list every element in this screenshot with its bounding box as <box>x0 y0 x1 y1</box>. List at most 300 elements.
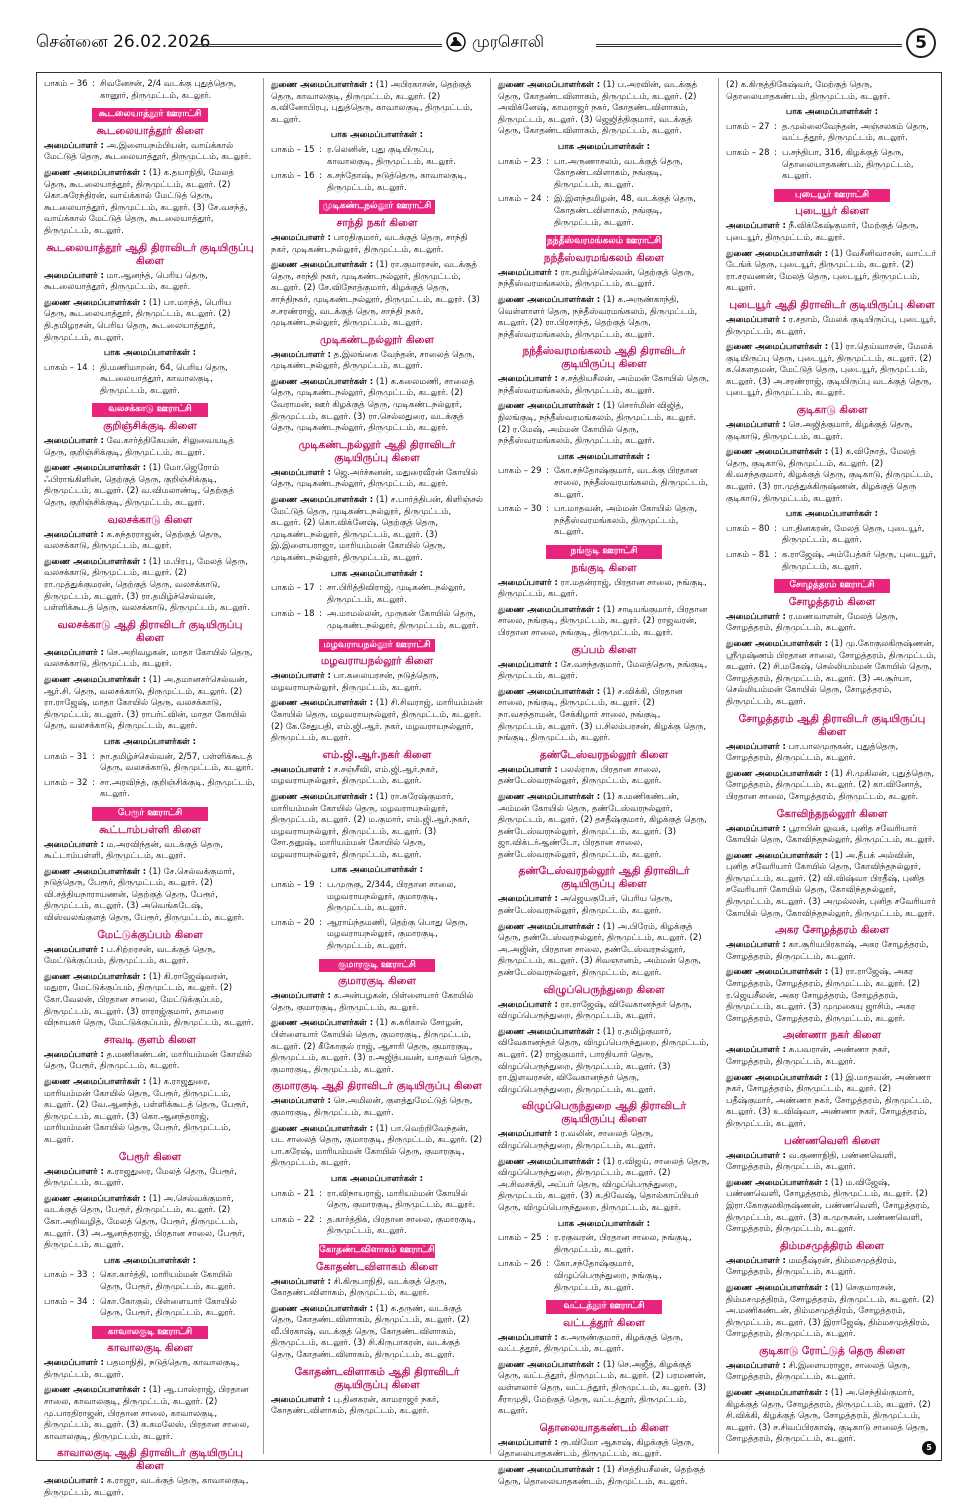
organizer-entry <box>726 824 938 847</box>
organizer-details: (1) ம.பிரபு, மேலத் தெரு, வலசக்காடு, திருமுட்டம், கடலூர். (2) ரா.முத்துக்குமரன், தெற்குத் தெரு, வலசக்காடு, திருமுட்டம், கடலூர். (3) ரா.தமிழ்ச்செல்வன், பள்ளிக்கூடத் தெரு, வலசக்காடு, திருமுட்டம், கடலூர். <box>44 556 250 614</box>
issue-date: சென்னை 26.02.2026 <box>36 32 211 52</box>
role-label: துணை அமைப்பாளர்கள் : <box>726 1282 829 1293</box>
booth-organizer-details: நா.தமிழ்ச்செல்வன், 2/57, பள்ளிக்கூடத் தெரு, வலசக்காடு, திருமுட்டம், கடலூர். <box>100 751 254 774</box>
panchayat-heading: வட்டத்தூர் ஊராட்சி <box>546 1300 662 1314</box>
role-label: அமைப்பாளர் : <box>726 1045 786 1056</box>
booth-organizers-heading: பாக அமைப்பாளர்கள் : <box>785 107 879 118</box>
separator: : <box>546 1233 549 1244</box>
organizer-entry <box>271 698 483 744</box>
booth-organizer-details: க.ராஜேஷ், அம்பேத்கர் தெரு, புடையூர், திருமுட்டம், கடலூர். <box>782 550 936 572</box>
column-divider <box>718 78 719 1454</box>
booth-organizer-details: ப.சந்திபா, 316, கிழக்குத் தெரு, தொலையாதகண்டம், திருமுட்டம், கடலூர். <box>782 147 914 182</box>
organizer-entry <box>726 342 938 400</box>
separator: : <box>774 147 777 158</box>
organizer-details: ரூ.விமோ ஆகாஷ், கிழக்குத் தெரு, தொலையாதகண்டம், திருமுட்டம், கடலூர். <box>498 1437 695 1460</box>
booth-number: பாகம் – 15 <box>271 144 315 155</box>
organizer-entry <box>726 315 938 338</box>
organizer-entry <box>44 867 256 925</box>
organizer-details: ஜெ.அர்ச்சுனன், மதுரைவீரன் கோயில் தெரு, முடிகண்டநல்லூர், திருமுட்டம், கடலூர். <box>271 467 478 490</box>
role-label: துணை அமைப்பாளர்கள் : <box>44 556 147 567</box>
role-label: துணை அமைப்பாளர்கள் : <box>498 401 601 412</box>
branch-title: கூட்டாம்பள்ளி கிளை <box>99 823 201 836</box>
separator: : <box>546 194 549 205</box>
organizer-details: (2) க.கிருத்திகேஷ்வர், மேற்குத் தெரு, தொலையாதகண்டம், திருமுட்டம், கடலூர். <box>726 80 891 102</box>
organizer-entry <box>44 1194 256 1252</box>
organizer-details: (1) சிசத்தியசீலன், தெற்குத் தெரு, தொலையாதகண்டம், திருமுட்டம், கடலூர். <box>498 1465 706 1487</box>
role-label: துணை அமைப்பாளர்கள் : <box>726 850 829 861</box>
role-label: துணை அமைப்பாளர்கள் : <box>498 604 601 615</box>
booth-organizer-details: கொ.கோகுல், பிள்ளையார் கோயில் தெரு, பேரூர், திருமுட்டம், கடலூர். <box>100 1296 237 1319</box>
role-label: அமைப்பாளர் : <box>44 1166 104 1177</box>
organizer-details: (1) கி.ராஜேஷ்வரன், மதுரா, மேட்டுக்குப்பம், திருமுட்டம், கடலூர். (2) கோ.வேலன், பிரதான சாலை, மேட்டுக்குப்பம், திருமுட்டம், கடலூர். (3) ராராஜ்குமார், தாமரை விநாயகர் தெரு, மேட்டுக்குப்பம், திருமுட்டம், கடலூர். <box>44 971 254 1029</box>
booth-organizer-details: சா.பிரித்திவிராஜ், முடிகண்டநல்லூர், திருமுட்டம், கடலூர். <box>327 583 466 605</box>
organizer-entry <box>271 765 483 788</box>
branch-title: புடையூர் கிளை <box>795 205 869 218</box>
role-label: துணை அமைப்பாளர்கள் : <box>726 768 829 779</box>
booth-organizers-heading: பாக அமைப்பாளர்கள் : <box>330 1173 424 1184</box>
booth-number: பாகம் – 28 <box>726 147 770 158</box>
separator: : <box>92 79 95 89</box>
role-label: அமைப்பாளர் : <box>271 1394 331 1405</box>
organizer-details: (1) சொர்மின் விஜித், நிலங்குடி, நந்தீஸ்வரமங்கலம், திருமுட்டம், கடலூர். (2) ர.மேஷ், அம்மன் கோயில் தெரு, நந்தீஸ்வரமங்கலம், திருமுட்டம், கடலூர். <box>498 401 697 447</box>
booth-number: பாகம் – 30 <box>498 504 542 515</box>
organizer-entry <box>271 1124 483 1170</box>
branch-title: சாவடி குளம் கிளை <box>103 1033 197 1046</box>
panchayat-heading: கூடலையாத்தூர் ஊராட்சி <box>92 108 208 122</box>
organizer-entry <box>44 1077 256 1147</box>
role-label: அமைப்பாளர் : <box>271 467 331 478</box>
organizer-details: (1) க.அருண்காந்தி, வெள்ளாளர் தெரு, நந்தீஸ்வரமங்கலம், திருமுட்டம், கடலூர். (2) ரா.பிரசாந்த், தெற்குத் தெரு, நந்தீஸ்வரமங்கலம், திருமுட்டம், கடலூர். <box>498 294 698 340</box>
separator: : <box>319 144 322 155</box>
organizer-entry <box>44 557 256 615</box>
role-label: அமைப்பாளர் : <box>271 764 331 775</box>
role-label: அமைப்பாளர் : <box>44 839 104 850</box>
role-label: துணை அமைப்பாளர்கள் : <box>498 921 601 932</box>
branch-title: அண்ணா நகர் கிளை <box>782 1029 882 1042</box>
organizer-entry <box>498 922 710 980</box>
organizer-details: பூராபின் லுவக், புனித சவேரியார் கோயில் தெரு, கோவிந்தநல்லூர், திருமுட்டம், கடலூர். <box>726 823 935 846</box>
booth-entry <box>44 363 256 398</box>
organizer-details: (1) ம.விஜேஷ், பண்ணவெளி, சோழத்தரம், திருமுட்டம், கடலூர். (2) இரா.கோகுலகிருஷ்ணன், பண்ணவெளி, சோழத்தரம், திருமுட்டம், கடலூர். (3) க.முருகன், பண்ணவெளி, சோழத்தரம், திருமுட்டம், கடலூர். <box>726 1177 930 1235</box>
separator: : <box>92 1270 95 1281</box>
role-label: அமைப்பாளர் : <box>44 140 104 151</box>
organizer-details: ரா.தமிழ்ச்செல்வன், தெற்குத் தெரு, நந்தீஸ்வரமங்கலம், திருமுட்டம், கடலூர். <box>498 267 695 290</box>
branch-title: மேட்டுக்குப்பம் கிளை <box>97 928 203 941</box>
role-label: அமைப்பாளர் : <box>726 741 786 752</box>
organizer-details: பலல்ராசு, பிரதான சாலை, தண்டேஸ்வரநல்லூர், திருமுட்டம், கடலூர். <box>498 764 662 787</box>
booth-number: பாகம் – 24 <box>498 194 542 205</box>
organizer-details: த.இலங்கை வேந்தன், சாலைத் தெரு, முடிகண்டநல்லூர், திருமுட்டம், கடலூர். <box>271 349 475 372</box>
column-3 <box>498 78 710 1487</box>
role-label: துணை அமைப்பாளர்கள் : <box>44 971 147 982</box>
role-label: அமைப்பாளர் : <box>498 999 558 1010</box>
organizer-details: ரா.ராஜேஷ், விவேகானந்தர் தெரு, விழுப்பெருந்துறை, திருமுட்டம், கடலூர். <box>498 999 692 1022</box>
organizer-details: (1) க.மணிகண்டன், அம்மன் கோயில் தெரு, தண்டேஸ்வரநல்லூர், திருமுட்டம், கடலூர். (2) தசதீஷ்குமார், கிழக்குத் தெரு, தண்டேஸ்வரநல்லூர், திருமுட்டம், கடலூர். (3) ஜா.விக்டர்ஆண்டோ, பிரதான சாலை, தண்டேஸ்வரநல்லூர், திருமுட்டம், கடலூர். <box>498 791 707 860</box>
organizer-details: க.ராஜதுரை, மேலத் தெரு, பேரூர், திருமுட்டம், கடலூர். <box>44 1166 237 1189</box>
role-label: துணை அமைப்பாளர்கள் : <box>271 1303 374 1314</box>
organizer-details: அ.இளையநம்பியன், வாய்க்கால் மேட்டுத் தெரு, கூடலையாத்தூர், திருமுட்டம், கடலூர். <box>44 140 252 163</box>
branch-title: முடிகண்டநல்லூர் ஆதி திராவிடர் குடியிருப்பு கிளை <box>298 438 456 464</box>
role-label: துணை அமைப்பாளர்கள் : <box>271 698 374 709</box>
organizer-details: பதமாநிதி, நடுத்தெரு, காவாலகுடி, திருமுட்டம், கடலூர். <box>44 1358 240 1380</box>
role-label: துணை அமைப்பாளர்கள் : <box>271 376 374 387</box>
role-label: துணை அமைப்பாளர்கள் : <box>726 1072 829 1083</box>
branch-title: வட்டத்தூர் கிளை <box>563 1316 645 1329</box>
newspaper-name: முரசொலி <box>472 32 544 51</box>
organizer-details: ர.வலின், சாலைத் தெரு, விழுப்பெருந்துறை, திருமுட்டம், கடலூர். <box>498 1129 656 1151</box>
organizer-entry <box>498 578 710 601</box>
branch-title: கூடலையாத்தூர் கிளை <box>96 124 204 137</box>
booth-number: பாகம் – 33 <box>44 1270 88 1281</box>
separator: : <box>92 1296 95 1307</box>
booth-number: பாகம் – 23 <box>498 156 542 167</box>
organizer-details: வே.கார்த்திகேயன், சிலுவையடித் தெரு, குறிஞ்சிக்குடி, திருமுட்டம், கடலூர். <box>44 436 234 458</box>
separator: : <box>319 583 322 594</box>
organizer-details: (1) பா.மாந்த், பெரிய தெரு, கூடலையாத்தூர், திருமுட்டம், கடலூர். (2) தி.தமிழரசன், பெரிய தெரு, கூடலையாத்தூர், திருமுட்டம், கடலூர். <box>44 297 232 343</box>
organizer-details: அஜெயகுபேர், பெரிய தெரு, தண்டேஸ்வரநல்லூர், திருமுட்டம், கடலூர். <box>498 894 673 917</box>
booth-entry <box>726 550 938 573</box>
booth-organizers-heading: பாக அமைப்பாளர்கள் : <box>330 130 424 141</box>
booth-number: பாகம் – 27 <box>726 121 770 132</box>
role-label: அமைப்பாளர் : <box>498 577 558 588</box>
organizer-entry <box>271 1018 483 1076</box>
booth-organizer-details: ரா.விநாயராஜ், மாரியம்மன் கோயில் தெரு, குமாரகுடி, திருமுட்டம், கடலூர். <box>327 1188 476 1211</box>
role-label: அமைப்பாளர் : <box>726 611 786 622</box>
role-label: அமைப்பாளர் : <box>44 270 104 281</box>
branch-title: முடிகண்டநல்லூர் கிளை <box>320 333 434 346</box>
organizer-entry <box>726 1151 938 1174</box>
booth-organizer-details: பா.அருணாசலம், வடக்குத் தெரு, கோதண்டவிளாகம், நங்குடி, திருமுட்டம், கடலூர். <box>554 156 683 190</box>
role-label: அமைப்பாளர் : <box>271 349 331 360</box>
organizer-entry <box>498 1333 710 1356</box>
booth-organizer-details: கோ.சந்தோஷ்குமார், வடக்கு பிரதான சாலை, நந்தீஸ்வரமங்கலம், திருமுட்டம், கடலூர். <box>554 466 709 500</box>
booth-number: பாகம் – 14 <box>44 362 88 373</box>
branch-title: அகர சோழத்தரம் கிளை <box>775 924 889 937</box>
organizer-entry <box>498 1465 710 1488</box>
booth-entry <box>498 157 710 192</box>
branch-title: குறிஞ்சிக்குடி கிளை <box>103 420 197 433</box>
organizer-details: நீ.விக்கேஷ்குமார், மேற்குத் தெரு, புடையூர், திருமுட்டம், கடலூர். <box>726 221 919 243</box>
booth-number: பாகம் – 80 <box>726 523 770 534</box>
organizer-details: (1) ர.விஜய், சாலைத் தெரு, விழுப்பெருந்துறை, திருமுட்டம், கடலூர். (2) அ.சிவசக்தி, அப்பர் தெரு, விழுப்பெருந்துறை, திருமுட்டம், கடலூர். (3) க.திவேஷ், தொல்காப்பியர் தெரு, விழுப்பெருந்துறை, திருமுட்டம், கடலூர். <box>498 1156 710 1213</box>
organizer-details: (1) அ.செல்வக்குமார், வடக்குத் தெரு, பேரூர், திருமுட்டம், கடலூர். (2) கோ.அறிவழித், மேலத் தெரு, பேரூர், திருமுட்டம், கடலூர். (3) அ.ஆனந்தராஜ், பிரதான சாலை, பேரூர், திருமுட்டம், கடலூர். <box>44 1193 245 1251</box>
booth-number: பாகம் – 34 <box>44 1296 88 1307</box>
branch-title: புடையூர் ஆதி திராவிடர் குடியிருப்பு கிளை <box>729 298 935 311</box>
organizer-details: (1) செகுமாரசன், திம்மசமுத்திரம், சோழத்தரம், திருமுட்டம், கடலூர். (2) அ.மணிகண்டன், திம்மசமுத்திரம், சோழத்தரம், திருமுட்டம், கடலூர். (3) இராஜேஷ், திம்மசமுத்திரம், சோழத்தரம், திருமுட்டம், கடலூர். <box>726 1282 935 1340</box>
booth-entry <box>726 122 938 145</box>
organizer-entry <box>44 436 256 459</box>
organizer-entry <box>44 1476 256 1499</box>
organizer-details: (1) அ.தமானசர்செல்வன், ஆர்.சி. தெரு, வலசக்காடு, திருமுட்டம், கடலூர். (2) ரா.ராஜேஷ், மாதா கோயில் தெரு, வலசக்காடு, திருமுட்டம், கடலூர். (3) ராபர்ட்வின், மாதா கோயில் தெரு, வலசக்காடு, திருமுட்டம், கடலூர். <box>44 674 248 732</box>
booth-entry <box>44 79 256 102</box>
booth-organizers-heading: பாக அமைப்பாளர்கள் : <box>557 1218 651 1229</box>
organizer-details: ச.சத்தியசீலன், அம்மன் கோயில் தெரு, நந்தீஸ்வரமங்கலம், திருமுட்டம், கடலூர். <box>498 374 710 396</box>
booth-organizer-details: பா.தினகரன், மேலத் தெரு, புடையூர், திருமுட்டம், கடலூர். <box>782 523 925 546</box>
panchayat-heading: காவாலகுடி ஊராட்சி <box>92 1326 208 1340</box>
role-label: அமைப்பாளர் : <box>726 823 786 834</box>
organizer-entry <box>726 1073 938 1131</box>
header-rule-right <box>596 44 902 47</box>
role-label: அமைப்பாளர் : <box>44 1049 104 1060</box>
branch-title: நந்தீஸ்வரமங்கலம் ஆதி திராவிடர் குடியிருப்பு கிளை <box>522 345 686 371</box>
booth-entry <box>271 583 483 606</box>
branch-title: நந்தீஸ்வரமங்கலம் கிளை <box>543 251 665 264</box>
branch-title: கோவிந்தநல்லூர் கிளை <box>776 807 888 820</box>
booth-entry <box>44 752 256 775</box>
role-label: அமைப்பாளர் : <box>271 1276 331 1287</box>
separator: : <box>319 1188 322 1199</box>
organizer-details: ப.சிற்றரசன், வடக்குத் தெரு, மேட்டுக்குப்பம், திருமுட்டம், கடலூர். <box>44 944 216 967</box>
panchayat-heading: குமாரகுடி ஊராட்சி <box>319 959 435 973</box>
booth-organizers-heading: பாக அமைப்பாளர்கள் : <box>103 736 197 747</box>
role-label: அமைப்பாளர் : <box>498 1437 558 1448</box>
branch-title: வலசக்காடு ஆதி திராவிடர் குடியிருப்பு கிளை <box>57 618 243 644</box>
role-label: துணை அமைப்பாளர்கள் : <box>271 791 374 802</box>
booth-entry <box>271 171 483 194</box>
branch-title: சோழத்தரம் ஆதி திராவிடர் குடியிருப்பு கிளை <box>738 712 926 738</box>
branch-title: சாந்தி நகர் கிளை <box>336 216 418 229</box>
panchayat-heading: சோழத்தரம் ஊராட்சி <box>774 579 890 593</box>
organizer-details: (1) ஆ.பாஸ்ராஜ், பிரதான சாலை, காவாலகுடி, திருமுட்டம், கடலூர். (2) மு.பாரதிராஜன், பிரதான சாலை, காவாலகுடி, திருமுட்டம், கடலூர். (3) க.கமலேஸ், பிரதான சாலை, காவாலகுடி, திருமுட்டம், கடலூர். <box>44 1385 250 1442</box>
panchayat-heading: பேரூர் ஊராட்சி <box>92 807 208 821</box>
separator: : <box>546 1259 549 1270</box>
role-label: துணை அமைப்பாளர்கள் : <box>726 248 829 259</box>
role-label: அமைப்பாளர் : <box>44 944 104 955</box>
organizer-details: சே.வசந்தகுமார், மேலத்தெரு, நங்குடி, திருமுட்டம், கடலூர். <box>498 659 708 682</box>
booth-organizer-details: ர.ரகுவரன், பிரதான சாலை, நங்குடி, திருமுட்டம், கடலூர். <box>554 1233 692 1255</box>
organizer-entry <box>44 675 256 733</box>
organizer-entry <box>271 495 483 565</box>
organizer-details: (1) சி.சிவராஜ், மாரியம்மன் கோயில் தெரு, மழவராயநல்லூர், திருமுட்டம், கடலூர். (2) கே.சேதுபதி, எம்.ஜி.ஆர். நகர், மழவராயநல்லூர், திருமுட்டம், கடலூர். <box>271 698 483 744</box>
organizer-details: (1) சி.முகிலன், புதுத்தெரு, சோழத்தரம், திருமுட்டம், கடலூர். (2) கா.வினோத், பிரதான சாலை, சோழத்தரம், திருமுட்டம், கடலூர். <box>726 768 935 802</box>
role-label: துணை அமைப்பாளர்கள் : <box>271 1123 374 1134</box>
booth-organizer-details: அ.மாமல்லன், முருகன் கோயில் தெரு, முடிகண்டநல்லூர், திருமுட்டம், கடலூர். <box>327 609 479 631</box>
organizer-details: ம.அரவிந்தன், வடக்குத் தெரு, கூட்டாம்பள்ளி, திருமுட்டம், கடலூர். <box>44 839 224 862</box>
booth-number: பாகம் – 32 <box>44 777 88 788</box>
role-label: அமைப்பாளர் : <box>498 1332 558 1343</box>
organizer-details: (1) சாடியங்குமார், பிரதான சாலை, நங்குடி, திருமுட்டம், கடலூர். (2) ராஜவரன், பிரதான சாலை, நங்குடி, திருமுட்டம், கடலூர். <box>498 604 708 638</box>
role-label: அமைப்பாளர் : <box>498 894 558 905</box>
organizer-entry <box>44 945 256 968</box>
organizer-details: த.மணிகண்டன், மாரியம்மன் கோயில் தெரு, பேரூர், திருமுட்டம், கடலூர். <box>44 1049 252 1072</box>
organizer-entry <box>498 792 710 862</box>
booth-organizers-heading: பாக அமைப்பாளர்கள் : <box>330 568 424 579</box>
role-label: துணை அமைப்பாளர்கள் : <box>498 80 601 90</box>
role-label: துணை அமைப்பாளர்கள் : <box>44 1385 147 1396</box>
organizer-entry <box>44 1385 256 1443</box>
organizer-entry <box>726 249 938 295</box>
role-label: துணை அமைப்பாளர்கள் : <box>271 495 374 506</box>
rising-sun-logo-icon <box>446 30 466 54</box>
role-label: துணை அமைப்பாளர்கள் : <box>271 80 374 90</box>
booth-entry <box>498 194 710 229</box>
panchayat-heading: நங்குடி ஊராட்சி <box>546 545 662 559</box>
organizer-entry <box>44 1358 256 1381</box>
branch-title: குப்பம் கிளை <box>571 643 637 656</box>
role-label: அமைப்பாளர் : <box>44 436 104 447</box>
booth-number: பாகம் – 29 <box>498 466 542 477</box>
column-1 <box>44 78 256 1499</box>
panchayat-heading: மழவராயநல்லூர் ஊராட்சி <box>319 639 435 653</box>
separator: : <box>92 751 95 762</box>
booth-number: பாகம் – 36 <box>44 79 88 89</box>
booth-organizers-heading: பாக அமைப்பாளர்கள் : <box>103 348 197 359</box>
organizer-details: க.அருண்குமார், கிழக்குத் தெரு, வட்டத்தூர், திருமுட்டம், கடலூர். <box>498 1332 684 1355</box>
organizer-details: ர.மணவாளன், மேலத் தெரு, சோழத்தரம், திருமுட்டம், கடலூர். <box>726 611 899 634</box>
role-label: அமைப்பாளர் : <box>726 1255 786 1266</box>
booth-number: பாகம் – 18 <box>271 609 315 620</box>
role-label: துணை அமைப்பாளர்கள் : <box>726 638 829 649</box>
organizer-entry <box>498 687 710 745</box>
branch-title: சோழத்தரம் கிளை <box>788 595 876 608</box>
branch-title: குடிகாடு கிளை <box>796 404 868 417</box>
booth-organizer-details: த.கார்த்திக், பிரதான சாலை, குமாரகுடி, திருமுட்டம், கடலூர். <box>327 1214 476 1237</box>
organizer-entry <box>44 972 256 1030</box>
role-label: அமைப்பாளர் : <box>498 267 558 278</box>
role-label: அமைப்பாளர் : <box>726 420 786 431</box>
booth-entry <box>726 148 938 183</box>
organizer-entry <box>726 221 938 244</box>
role-label: துணை அமைப்பாளர்கள் : <box>498 1465 601 1476</box>
organizer-entry <box>498 765 710 788</box>
organizer-entry <box>498 1000 710 1023</box>
role-label: அமைப்பாளர் : <box>271 671 331 682</box>
role-label: துணை அமைப்பாளர்கள் : <box>44 167 147 178</box>
organizer-details: (1) க.தயாநிதி, மேலத் தெரு, கூடலையாத்தூர், திருமுட்டம், கடலூர். (2) கொ.சுரேந்திரன், வாய்க்கால் மேட்டுத் தெரு, கூடலையாத்தூர், திருமுட்டம், கடலூர். (3) சே.வசந்த், வாய்க்கால் மேட்டுத் தெரு, கூடலையாத்தூர், திருமுட்டம், கடலூர். <box>44 167 248 236</box>
organizer-entry <box>44 1167 256 1190</box>
organizer-details: (1) ரா.ராஜேஷ், அகர சோழத்தரம், சோழத்தரம், திருமுட்டம், கடலூர். (2) ர.ஜெயசீலன், அகர சோழத்தரம், சோழத்தரம், திருமுட்டம், கடலூர். (3) முமுகையு ஜாசிம், அகர சோழத்தரம், சோழத்தரம், திருமுட்டம், கடலூர். <box>726 967 921 1024</box>
role-label: துணை அமைப்பாளர்கள் : <box>498 1026 601 1037</box>
organizer-details: (1) அ.தீபக் அல்வின், புனித சவேரியார் கோயில் தெரு, கோவிந்தநல்லூர், திருமுட்டம், கடலூர். (2) வி.விஷ்வா பிரதீஷ், புனித சவேரியார் கோயில் தெரு, கோவிந்தநல்லூர், திருமுட்டம், கடலூர். (3) அமுல்லன், புனித சவேரியார் கோயில் தெரு, கோவிந்தநல்லூர், திருமுட்டம், கடலூர். <box>726 850 936 919</box>
booth-organizer-details: கொ.கார்த்தி, மாரியம்மன் கோயில் தெரு, பேரூர், திருமுட்டம், கடலூர். <box>100 1270 236 1292</box>
footer-page-number: 5 <box>922 1441 936 1455</box>
role-label: அமைப்பாளர் : <box>726 1360 786 1371</box>
panchayat-heading: புடையூர் ஊராட்சி <box>774 189 890 203</box>
organizer-entry <box>44 168 256 238</box>
organizer-entry <box>44 648 256 671</box>
role-label: அமைப்பாளர் : <box>726 1150 786 1161</box>
organizer-entry <box>498 268 710 291</box>
organizer-entry <box>44 141 256 164</box>
organizer-entry <box>271 671 483 694</box>
role-label: அமைப்பாளர் : <box>726 940 786 951</box>
organizer-entry <box>271 468 483 491</box>
organizer-details: (1) ரா.சுரேஷ்குமார், மாரியம்மன் கோயில் தெரு, மழவராயநல்லூர், திருமுட்டம், கடலூர். (2) ம.குமார், எம்.ஜி.ஆர்.நகர், மழவராயநல்லூர், திருமுட்டம், கடலூர். (3) சோ.தனுஷ், மாரியம்மன் கோயில் தெரு, மழவராயநல்லூர், திருமுட்டம், கடலூர். <box>271 791 470 860</box>
branch-title: தொலையாதகண்டம் கிளை <box>539 1421 669 1434</box>
organizer-details: (1) ச.பார்த்திபன், கிளிஞ்சல் மேட்டுத் தெரு, முடிகண்டநல்லூர், திருமுட்டம், கடலூர். (2) கொ.விக்னேஷ், தெற்குத் தெரு, முடிகண்டநல்லூர், திருமுட்டம், கடலூர். (3) இ.இளையராஜா, மாரியம்மன் கோயில் தெரு, முடிகண்டநல்லூர், திருமுட்டம், கடலூர். <box>271 495 483 563</box>
booth-number: பாகம் – 17 <box>271 583 315 594</box>
separator: : <box>546 466 549 477</box>
role-label: துணை அமைப்பாளர்கள் : <box>44 1193 147 1204</box>
organizer-details: ரா.மதன்ராஜ், பிரதான சாலை, நங்குடி, திருமுட்டம், கடலூர். <box>498 577 707 600</box>
organizer-entry <box>726 851 938 921</box>
organizer-details: பா.கலையரசன், நடுத்தெரு, மழவராயநல்லூர், திருமுட்டம், கடலூர். <box>271 671 439 693</box>
organizer-entry <box>271 260 483 330</box>
separator: : <box>774 121 777 132</box>
booth-number: பாகம் – 16 <box>271 171 315 182</box>
organizer-details: செ.அறிவழகன், மாதா கோயில் தெரு, வலசக்காடு, திருமுட்டம், கடலூர். <box>44 647 253 670</box>
branch-title: பண்ணவெளி கிளை <box>783 1134 881 1147</box>
organizer-entry <box>726 447 938 505</box>
organizer-entry <box>44 840 256 863</box>
booth-organizers-heading: பாக அமைப்பாளர்கள் : <box>785 509 879 520</box>
separator: : <box>92 362 95 373</box>
booth-entry <box>498 504 710 539</box>
branch-title: விழுப்பெருந்துறை கிளை <box>543 983 665 996</box>
role-label: துணை அமைப்பாளர்கள் : <box>44 674 147 685</box>
organizer-entry <box>726 1388 938 1446</box>
role-label: அமைப்பாளர் : <box>44 647 104 658</box>
organizer-details: (1) ரா.குமாரசன், வடக்குத் தெரு, சாந்தி நகர், முடிகண்டநல்லூர், திருமுட்டம், கடலூர். (2) சே.விநோத்குமார், கிழக்குத் தெரு, சாந்திநகர், முடிகண்டநல்லூர், திருமுட்டம், கடலூர். (3) ச.சரண்ராஜ், வடக்குத் தெரு, சாந்தி நகர், முடிகண்டநல்லூர், திருமுட்டம், கடலூர். <box>271 260 480 329</box>
organizer-details: (1) மோ.ஜெரோம் ஃபிராங்கிளின், தெற்குத் தெரு, குறிஞ்சிக்குடி, திருமுட்டம், கடலூர். (2) வ.விமலாண்டி, தெற்குத் தெரு, குறிஞ்சிக்குடி, திருமுட்டம், கடலூர். <box>44 463 235 509</box>
booth-number: பாகம் – 26 <box>498 1259 542 1270</box>
booth-number: பாகம் – 21 <box>271 1188 315 1199</box>
role-label: துணை அமைப்பாளர்கள் : <box>498 1156 601 1167</box>
organizer-entry <box>271 1395 483 1418</box>
organizer-details: க.அன்பழகன், பிள்ளையார் கோயில் தெரு, குமாரகுடி, திருமுட்டம், கடலூர். <box>271 991 474 1013</box>
organizer-details: சி.கிருபாநிதி, வடக்குத் தெரு, கோதண்டவிளாகம், திருமுட்டம், கடலூர். <box>271 1276 447 1299</box>
role-label: துணை அமைப்பாளர்கள் : <box>726 967 829 978</box>
organizer-details: பு.தினகரன், காமராஜர் நகர், கோதண்டவிளாகம், திருமுட்டம், கடலூர். <box>271 1394 440 1417</box>
separator: : <box>546 504 549 515</box>
organizer-entry <box>498 374 710 397</box>
organizer-entry <box>726 1361 938 1384</box>
page-header <box>36 30 936 62</box>
separator: : <box>319 171 322 182</box>
organizer-details: (1) க.விநோத், மேலத் தெரு, குடிகாடு, திருமுட்டம், கடலூர். (2) கி.வசந்தகுமார், கிழக்குத் தெரு, குடிகாடு, திருமுட்டம், கடலூர். (3) ரா.முத்துக்கிருஷ்ணன், கிழக்குத் தெரு குடிகாடு, திருமுட்டம், கடலூர். <box>726 447 934 504</box>
role-label: துணை அமைப்பாளர்கள் : <box>271 260 374 271</box>
booth-organizer-details: ர.லெனின், புது குடியிருப்பு, காவாலகுடி, திருமுட்டம், கடலூர். <box>327 144 456 167</box>
organizer-details: (1) செ.அஜீத், கிழக்குத் தெரு, வட்டத்தூர், திருமுட்டம், கடலூர். (2) பரமணன், வள்ளலார் தெரு, வட்டத்தூர், திருமுட்டம், கடலூர். (3) சீராமுதி, மேற்குத் தெரு, வட்டத்தூர், திருமுட்டம், கடலூர். <box>498 1359 707 1417</box>
organizer-entry <box>498 80 710 138</box>
booth-entry <box>498 1233 710 1256</box>
organizer-entry <box>726 1045 938 1068</box>
organizer-entry <box>726 1256 938 1279</box>
organizer-entry <box>271 350 483 373</box>
organizer-entry <box>498 894 710 917</box>
role-label: அமைப்பாளர் : <box>44 529 104 540</box>
organizer-details: செ.அமிலன், குளத்துமேட்டுத் தெரு, குமாரகுடி, திருமுட்டம், கடலூர். <box>271 1096 473 1118</box>
role-label: துணை அமைப்பாளர்கள் : <box>44 1077 147 1087</box>
role-label: துணை அமைப்பாளர்கள் : <box>726 342 829 353</box>
organizer-details: (1) க.கலைமணி, சாலைத் தெரு, முடிகண்டநல்லூர், திருமுட்டம், கடலூர். (2) வேராமன், ஊர் கிழக்குத் தெரு, முடிகண்டநல்லூர், திருமுட்டம், கடலூர். (3) ரா.செல்லதுரை, வடக்குத் தெரு, முடிகண்டநல்லூர், திருமுட்டம், கடலூர். <box>271 376 474 434</box>
role-label: அமைப்பாளர் : <box>498 764 558 775</box>
booth-entry <box>271 1189 483 1212</box>
role-label: அமைப்பாளர் : <box>498 374 558 385</box>
role-label: துணை அமைப்பாளர்கள் : <box>44 297 147 308</box>
branch-title: காவாலகுடி கிளை <box>107 1342 193 1355</box>
column-divider <box>490 78 491 1454</box>
role-label: துணை அமைப்பாளர்கள் : <box>44 463 147 474</box>
booth-entry <box>271 918 483 953</box>
organizer-entry <box>726 769 938 804</box>
organizer-entry <box>44 298 256 344</box>
booth-organizer-details: தி.மணிமாறன், 64, பெரிய தெரு, கூடலையாத்தூர், காவாலகுடி, திருமுட்டம், கடலூர். <box>100 362 228 396</box>
organizer-entry <box>726 940 938 963</box>
booth-number: பாகம் – 81 <box>726 550 770 560</box>
booth-entry <box>498 1259 710 1294</box>
organizer-details: (1) வேசீனிவாசன், வாட்டர் டேங்க் தெரு, புடையூர், திருமுட்டம், கடலூர். (2) ரா.சரவணன், மேலத் தெரு, புடையூர், திருமுட்டம், கடலூர். <box>726 248 937 294</box>
organizer-entry <box>44 271 256 294</box>
booth-organizer-details: பா.மாதவன், அம்மன் கோயில் தெரு, நந்தீஸ்வரமங்கலம், திருமுட்டம், கடலூர். <box>554 504 698 538</box>
booth-entry <box>44 1297 256 1320</box>
role-label: துணை அமைப்பாளர்கள் : <box>726 1388 829 1399</box>
organizer-details: (1) பா.வெற்றிவேந்தன், பட சாலைத் தெரு, குமாரகுடி, திருமுட்டம், கடலூர். (2) பா.சுரேஷ், மாரியம்மன் கோயில் தெரு, குமாரகுடி, திருமுட்டம், கடலூர். <box>271 1123 483 1169</box>
organizer-entry <box>498 1027 710 1097</box>
organizer-entry <box>44 530 256 553</box>
booth-number: பாகம் – 25 <box>498 1233 542 1244</box>
organizer-details: (1) க.தருண், வடக்குத் தெரு, கோதண்டவிளாகம், திருமுட்டம், கடலூர். (2) வீ.பிரகாஷ், வடக்குத் தெரு, கோதண்டவிளாகம், திருமுட்டம், கடலூர். (3) சி.கிருபாகரன், வடக்குத் தெரு, கோதண்டவிளாகம், திருமுட்டம், கடலூர். <box>271 1303 470 1361</box>
